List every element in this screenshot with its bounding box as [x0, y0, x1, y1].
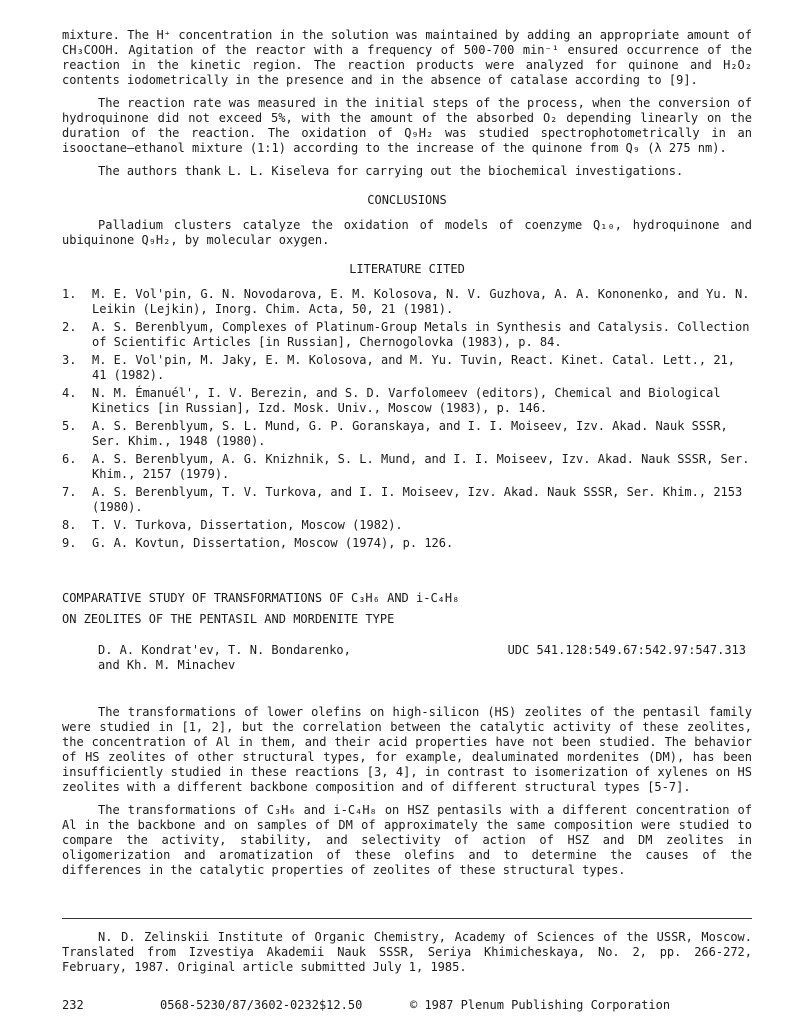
- body-paragraph-1: The transformations of lower olefins on high-silicon (HS) zeolites of the pentasil family were studied in [1, 2], but the correlation between the catalytic activity of these zeolites, the concentration of Al in them, and their acid properties have not been studied. The behavior of HS zeolites of other structural types, for example, dealuminated mordenites (DM), has been insufficiently studied in these reactions [3, 4], in contrast to isomerization of xylenes on HS zeolites with a different backbone composition and of different structural types [5-7].: [62, 705, 752, 794]
- reference-text: G. A. Kovtun, Dissertation, Moscow (1974), p. 126.: [92, 536, 454, 550]
- article-title-line-1: COMPARATIVE STUDY OF TRANSFORMATIONS OF C₃H₆ AND i-C₄H₈: [62, 591, 460, 605]
- paragraph-top-1: mixture. The H⁺ concentration in the solution was maintained by adding an appropriate amount of CH₃COOH. Agitation of the reactor with a frequency of 500-700 min⁻¹ ensured occurrence of the reaction in the kinetic region. The reaction products were analyzed for quinone and H₂O₂ contents iodometrically in the presence and in the absence of catalase according to [9].: [62, 28, 752, 87]
- page-content: [62, 28, 752, 878]
- reference-number: 7.: [62, 485, 77, 499]
- reference-item: [62, 419, 752, 449]
- acknowledgment: The authors thank L. L. Kiseleva for carrying out the biochemical investigations.: [98, 164, 684, 178]
- article-title: [62, 591, 752, 627]
- issn-code: 0568-5230/87/3602-0232$12.50: [160, 998, 363, 1012]
- reference-list: [62, 287, 752, 551]
- reference-text: A. S. Berenblyum, Complexes of Platinum-Group Metals in Synthesis and Catalysis. Collection of Scientific Articles [in Russian], Chernogolovka (1983), p. 84.: [92, 320, 750, 349]
- reference-item: [62, 485, 752, 515]
- conclusions-heading: CONCLUSIONS: [367, 193, 447, 207]
- reference-item: [62, 518, 752, 533]
- reference-item: [62, 320, 752, 350]
- conclusions-text: Palladium clusters catalyze the oxidation of models of coenzyme Q₁₀, hydroquinone and ubiquinone Q₉H₂, by molecular oxygen.: [62, 218, 752, 247]
- reference-text: M. E. Vol'pin, G. N. Novodarova, E. M. Kolosova, N. V. Guzhova, A. A. Kononenko, and Yu. N. Leikin (Lejkin), Inorg. Chim. Acta, 50, 21 (1981).: [92, 287, 750, 316]
- reference-item: [62, 353, 752, 383]
- reference-text: N. M. Émanuél', I. V. Berezin, and S. D. Varfolomeev (editors), Chemical and Biological Kinetics [in Russian], Izd. Mosk. Univ., Moscow (1983), p. 146.: [92, 386, 721, 415]
- reference-number: 9.: [62, 536, 77, 550]
- reference-number: 2.: [62, 320, 77, 334]
- reference-number: 1.: [62, 287, 77, 301]
- footnote: N. D. Zelinskii Institute of Organic Chemistry, Academy of Sciences of the USSR, Moscow. Translated from Izvestiya Akademii Nauk SSSR, Seriya Khimicheskaya, No. 2, pp. 266-272, February, 1987. Original article submitted July 1, 1985.: [62, 930, 752, 974]
- reference-number: 8.: [62, 518, 77, 532]
- body-paragraph-2: The transformations of C₃H₆ and i-C₄H₈ on HSZ pentasils with a different concentration of Al in the backbone and on samples of DM of approximately the same composition were studied to compare the activity, stability, and selectivity of action of HSZ and DM zeolites in oligomerization and aromatization of these olefins and to determine the causes of the differences in the catalytic properties of zeolites of these structural types.: [62, 803, 752, 877]
- udc-code: UDC 541.128:549.67:542.97:547.313: [507, 643, 746, 657]
- reference-text: A. S. Berenblyum, T. V. Turkova, and I. I. Moiseev, Izv. Akad. Nauk SSSR, Ser. Khim., 2153 (1980).: [92, 485, 743, 514]
- reference-number: 6.: [62, 452, 77, 466]
- authors: [62, 643, 351, 673]
- reference-item: [62, 287, 752, 317]
- reference-item: [62, 386, 752, 416]
- page-footer: [62, 998, 752, 1013]
- authors-row: [62, 643, 752, 673]
- paragraph-top-2: The reaction rate was measured in the initial steps of the process, when the conversion of hydroquinone did not exceed 5%, with the amount of the absorbed O₂ depending linearly on the duration of the reaction. The oxidation of Q₉H₂ was studied spectrophotometrically in an isooctane–ethanol mixture (1:1) according to the increase of the quinone from Q₉ (λ 275 nm).: [62, 96, 752, 155]
- reference-number: 5.: [62, 419, 77, 433]
- footnote-divider: [62, 918, 752, 919]
- reference-text: A. S. Berenblyum, A. G. Knizhnik, S. L. Mund, and I. I. Moiseev, Izv. Akad. Nauk SSSR, Ser. Khim., 2157 (1979).: [92, 452, 750, 481]
- authors-line-2: and Kh. M. Minachev: [98, 658, 236, 672]
- copyright: © 1987 Plenum Publishing Corporation: [410, 998, 671, 1012]
- authors-line-1: D. A. Kondrat'ev, T. N. Bondarenko,: [98, 643, 351, 657]
- reference-item: [62, 452, 752, 482]
- literature-heading: LITERATURE CITED: [349, 262, 465, 276]
- reference-number: 4.: [62, 386, 77, 400]
- page-number: 232: [62, 998, 84, 1012]
- reference-text: T. V. Turkova, Dissertation, Moscow (1982).: [92, 518, 403, 532]
- article-title-line-2: ON ZEOLITES OF THE PENTASIL AND MORDENITE TYPE: [62, 612, 395, 626]
- reference-number: 3.: [62, 353, 77, 367]
- reference-item: [62, 536, 752, 551]
- reference-text: A. S. Berenblyum, S. L. Mund, G. P. Goranskaya, and I. I. Moiseev, Izv. Akad. Nauk SSSR, Ser. Khim., 1948 (1980).: [92, 419, 728, 448]
- reference-text: M. E. Vol'pin, M. Jaky, E. M. Kolosova, and M. Yu. Tuvin, React. Kinet. Catal. Lett., 21, 41 (1982).: [92, 353, 735, 382]
